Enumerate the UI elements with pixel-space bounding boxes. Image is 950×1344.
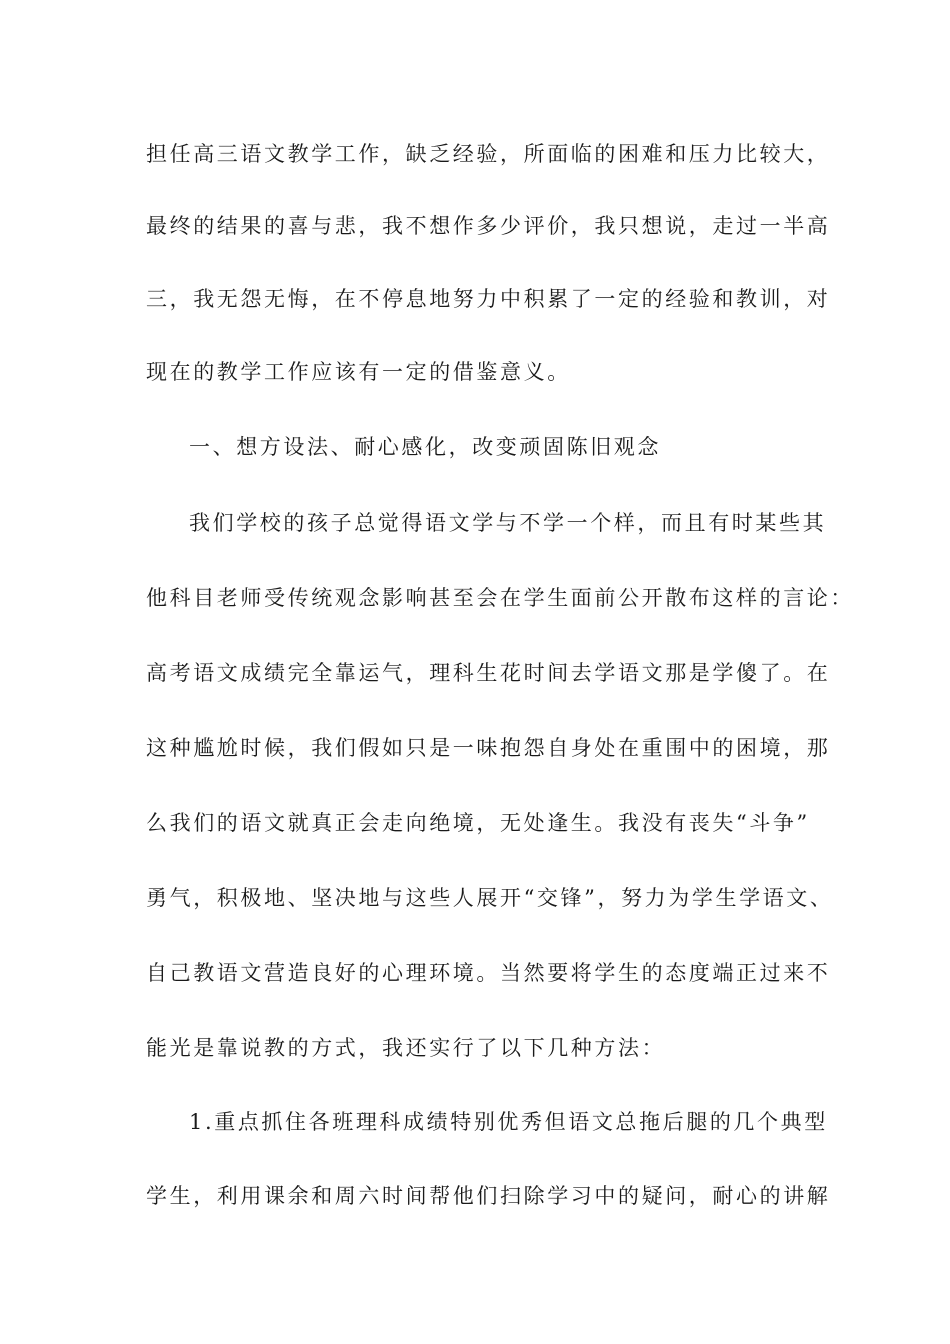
text-line-9: 这种尴尬时候，我们假如只是一味抱怨自身处在重围中的困境，那	[146, 736, 831, 760]
text-line-6: 我们学校的孩子总觉得语文学与不学一个样，而且有时某些其	[189, 511, 827, 535]
text-line-11: 勇气，积极地、坚决地与这些人展开“交锋”，努力为学生学语文、	[146, 886, 834, 910]
text-line-12: 自己教语文营造良好的心理环境。当然要将学生的态度端正过来不	[146, 961, 831, 985]
text-line-4: 现在的教学工作应该有一定的借鉴意义。	[146, 360, 571, 384]
list-item-1: 1.重点抓住各班理科成绩特别优秀但语文总拖后腿的几个典型	[189, 1110, 828, 1134]
text-line-8: 高考语文成绩完全靠运气，理科生花时间去学语文那是学傻了。在	[146, 661, 831, 685]
text-line-1: 担任高三语文教学工作，缺乏经验，所面临的困难和压力比较大，	[146, 142, 831, 166]
text-line-2: 最终的结果的喜与悲，我不想作多少评价，我只想说，走过一半高	[146, 214, 831, 238]
text-line-10: 么我们的语文就真正会走向绝境，无处逢生。我没有丧失“斗争”	[146, 811, 810, 835]
section-heading: 一、想方设法、耐心感化，改变顽固陈旧观念	[189, 435, 661, 459]
text-line-13: 能光是靠说教的方式，我还实行了以下几种方法：	[146, 1036, 666, 1060]
text-line-3: 三，我无怨无悔，在不停息地努力中积累了一定的经验和教训，对	[146, 287, 831, 311]
text-line-7: 他科目老师受传统观念影响甚至会在学生面前公开散布这样的言论：	[146, 586, 854, 610]
text-line-15: 学生，利用课余和周六时间帮他们扫除学习中的疑问，耐心的讲解	[146, 1184, 831, 1208]
